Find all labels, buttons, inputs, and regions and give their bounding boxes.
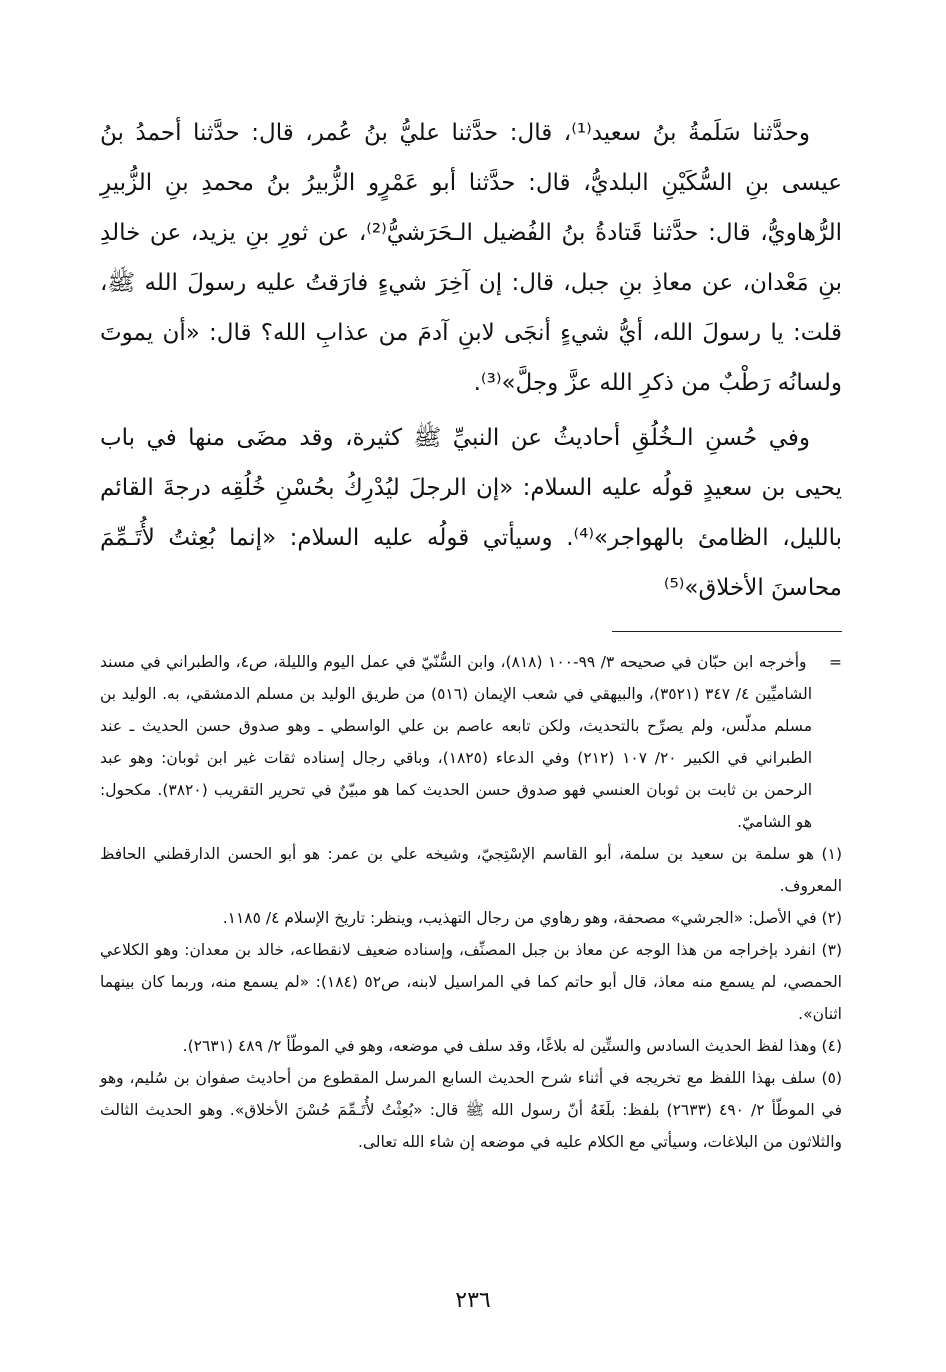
main-text-line: مَعْدان، عن معاذِ بنِ جبل، قال: إن آخِرَ شيءٍ فارَقتُ عليه رسولَ الله ﷺ، bbox=[100, 270, 809, 296]
continuation-marker: = bbox=[829, 653, 842, 671]
footnote-line: (٤) وهذا لفظ الحديث السادس والستِّين له بلاغًا، وقد سلف في موضعه، وهو في الموطّأ ٢/ ٤٨٩ (٢٦٣١). bbox=[182, 1037, 842, 1055]
footnote-4 bbox=[100, 1030, 842, 1062]
footnote-1 bbox=[100, 838, 842, 902]
main-text-line: عيسى بنِ السُّكَيْنِ البلديُّ، قال: حدَّثنا أبو عَمْرٍو الزُّبيرُ بنُ محمدِ بنِ الزُّبيرِ الرُّهاويُّ، bbox=[100, 170, 843, 246]
footnote-line: معدان: وهو الكلاعي الحمصي، لم يسمع منه معاذ، قال أبو حاتم كما في المراسيل لابنه، ص٥٢ bbox=[100, 941, 842, 991]
main-text-line: وحدَّثنا سَلَمةُ بنُ سعيد⁽¹⁾، قال: حدَّثنا عليُّ بنُ عُمر، قال: حدَّثنا أحمدُ بنُ bbox=[100, 120, 810, 146]
footnote-line: من طريق الوليد بن مسلم الدمشقي، به. الوليد بن مسلم مدلّس، ولم يصرِّح بالتحديث، bbox=[100, 685, 812, 735]
footnote-line: الدارقطني الحافظ المعروف. bbox=[100, 845, 842, 895]
footnote-line: (٣) انفرد بإخراجه من هذا الوجه عن معاذ بن جبل المصنِّف، وإسناده ضعيف لانقطاعه، خالد بن bbox=[234, 941, 842, 959]
footnote-2 bbox=[100, 902, 842, 934]
footnote-line: حُسْنَ الأخلاق». وهو الحديث الثالث والثلاثون من البلاغات، وسيأتي مع الكلام عليه في bbox=[100, 1101, 842, 1151]
footnote-line: ٢٠/ ١٠٧ (٢١٢) وفي الدعاء (١٨٢٥)، وباقي رجال إسناده ثقات غير ابن ثوبان: وهو bbox=[129, 749, 677, 767]
footnote-3 bbox=[100, 934, 842, 1030]
footnote-line: موضعه إن شاء الله تعالى. bbox=[357, 1133, 526, 1151]
main-text-line: قال: حدَّثنا قَتادةُ بنُ الفُضيل الـحَرَشيُّ⁽²⁾، عن ثورِ بنِ يزيد، عن خالدِ بنِ bbox=[100, 220, 842, 296]
footnote-line: ص٤، والطبراني في مسند الشاميِّين ٤/ ٣٤٧ (٣٥٢١)، والبيهقي في شعب الإيمان (٥١٦) bbox=[100, 653, 813, 703]
footnote-line: سُليم، وهو في الموطّأ ٢/ ٤٩٠ (٢٦٣٣) بلفظ: بلَغَهُ أنّ رسول الله ﷺ قال: «بُعِثْتُ لأُتَـمِّمَ bbox=[100, 1069, 842, 1119]
main-paragraph-2 bbox=[100, 413, 842, 613]
main-text-line: الظامئ بالهواجر»⁽⁴⁾. وسيأتي قولُه عليه السلام: «إنما بُعِثتُ لأُتَـمِّمَ محاسنَ الأخلاق»⁽⁵⁾ bbox=[100, 525, 842, 601]
main-paragraph-1 bbox=[100, 108, 842, 408]
footnote-line: عبد الرحمن بن ثابت بن ثوبان العنسي فهو صدوق حسن الحديث كما هو مبيّنٌ في تحرير bbox=[100, 749, 812, 799]
main-text-line: وفي حُسنِ الـخُلُقِ أحاديثُ عن النبيِّ ﷺ كثيرة، وقد مضَى منها في باب يحيى بن bbox=[100, 425, 842, 501]
footnote-continuation bbox=[100, 646, 842, 838]
page-number: ٢٣٦ bbox=[455, 1288, 491, 1313]
footnote-line: (١) هو سلمة بن سعيد بن سلمة، أبو القاسم الإسْتِجيّ، وشيخه علي بن عمر: هو أبو الحسن bbox=[227, 845, 842, 863]
footnote-line: ولكن تابعه عاصم بن علي الواسطي ـ وهو صدوق حسن الحديث ـ عند الطبراني في الكبير bbox=[100, 717, 812, 767]
footnote-line: (٥) سلف بهذا اللفظ مع تخريجه في أثناء شرح الحديث السابع المرسل المقطوع من أحاديث صفوان بن bbox=[173, 1069, 842, 1087]
main-text-line: سعيدٍ قولُه عليه السلام: «إن الرجلَ ليُدْرِكُ بحُسْنِ خُلُقِه درجةَ القائم بالليل، bbox=[100, 475, 843, 551]
footnote-line: (١٨٤): «لم يسمع منه، وربما كان بينهما اثنان». bbox=[100, 973, 842, 1023]
footnote-line: (٢) في الأصل: «الجرشي» مصحفة، وهو رهاوي من رجال التهذيب، وينظر: تاريخ الإسلام ٤/ ١١٨٥. bbox=[222, 909, 842, 927]
footnote-divider bbox=[612, 631, 842, 632]
footnote-5 bbox=[100, 1062, 842, 1158]
main-text-line: قلت: يا رسولَ الله، أيُّ شيءٍ أنجَى لابنِ آدمَ من عذابِ الله؟ قال: «أن يموتَ bbox=[100, 320, 842, 346]
footnote-line: وأخرجه ابن حبّان في صحيحه ٣/ ٩٩-١٠٠ (٨١٨)، وابن السُّنّيّ في عمل اليوم والليلة، bbox=[273, 653, 807, 671]
footnote-line: التقريب (٣٨٢٠). مكحول: هو الشاميّ. bbox=[100, 781, 812, 831]
main-text-line: ولسانُه رَطْبٌ من ذكرِ الله عزَّ وجلَّ»⁽³⁾. bbox=[473, 370, 842, 396]
book-page bbox=[100, 0, 842, 1158]
